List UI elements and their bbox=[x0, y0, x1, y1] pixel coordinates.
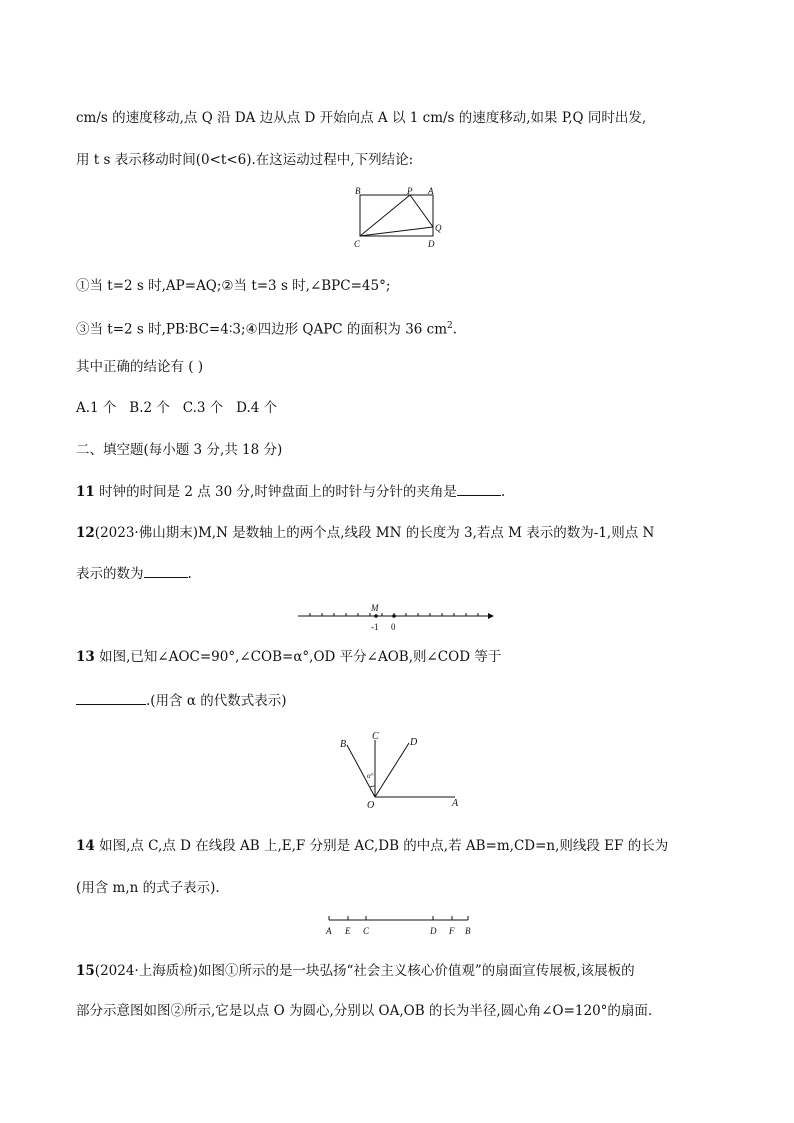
segment-figure bbox=[320, 912, 475, 938]
angle-figure bbox=[330, 725, 465, 815]
label-b: B bbox=[355, 186, 361, 196]
label-a: A bbox=[452, 798, 459, 809]
label-c: C bbox=[354, 239, 361, 249]
q12-answer-blank[interactable] bbox=[144, 563, 188, 578]
tick-label-minus1: -1 bbox=[371, 622, 379, 632]
label-alpha: α° bbox=[367, 772, 374, 780]
segment-pq bbox=[410, 195, 433, 227]
q13-text: 13 如图,已知∠AOC=90°,∠COB=α°,OD 平分∠AOB,则∠COD 等于 bbox=[76, 649, 502, 665]
ray-ob bbox=[347, 745, 375, 797]
segment-cp bbox=[360, 195, 410, 236]
q14-text: 14 如图,点 C,点 D 在线段 AB 上,E,F 分别是 AC,DB 的中点,若 AB=m,CD=n,则线段 EF 的长为 bbox=[76, 838, 669, 854]
rectangle-abcd bbox=[360, 195, 433, 236]
q15-text-line2: 部分示意图如图②所示,它是以点 O 为圆心,分别以 OA,OB 的长为半径,圆心角∠O=120°的扇面. bbox=[76, 1003, 653, 1019]
tick-label-zero: 0 bbox=[391, 622, 396, 632]
q14-text-line2: (用含 m,n 的式子表示). bbox=[76, 880, 220, 896]
label-a: A bbox=[428, 186, 434, 196]
q11-answer-blank[interactable] bbox=[457, 481, 501, 496]
point-origin bbox=[392, 614, 396, 618]
q13-text-line2: .(用含 α 的代数式表示) bbox=[76, 690, 287, 711]
segment-label-e: E bbox=[345, 926, 351, 936]
label-c: C bbox=[372, 731, 379, 742]
section-heading: 二、填空题(每小题 3 分,共 18 分) bbox=[76, 442, 283, 458]
segment-cq bbox=[360, 227, 433, 236]
number-line bbox=[295, 598, 495, 633]
segment-label-a: A bbox=[326, 926, 332, 936]
segment-ticks bbox=[329, 916, 468, 920]
label-d: D bbox=[428, 239, 435, 249]
segment-label-d: D bbox=[430, 926, 437, 936]
rectangle-figure bbox=[345, 185, 455, 250]
label-m: M bbox=[371, 603, 379, 613]
q12-text-line2: 表示的数为 . bbox=[76, 563, 192, 584]
label-b: B bbox=[340, 739, 347, 750]
q10-options: A.1 个 B.2 个 C.3 个 D.4 个 bbox=[76, 400, 278, 416]
q11-text: 11 时钟的时间是 2 点 30 分,时钟盘面上的时针与分针的夹角是 . bbox=[76, 481, 505, 502]
label-d: D bbox=[410, 737, 418, 748]
segment-label-b: B bbox=[465, 926, 471, 936]
q10-text-line1: cm/s 的速度移动,点 Q 沿 DA 边从点 D 开始向点 A 以 1 cm/s 的速度移动,如果 P,Q 同时出发, bbox=[76, 110, 647, 126]
label-q: Q bbox=[435, 223, 442, 233]
point-m bbox=[374, 614, 378, 618]
segment-label-f: F bbox=[449, 926, 455, 936]
label-o: O bbox=[367, 800, 375, 811]
q15-text: 15(2024·上海质检)如图①所示的是一块弘扬“社会主义核心价值观”的扇面宣传展板,该展板的 bbox=[76, 963, 635, 979]
q12-text: 12(2023·佛山期末)M,N 是数轴上的两个点,线段 MN 的长度为 3,若点 M 表示的数为-1,则点 N bbox=[76, 525, 655, 541]
q10-text-line2: 用 t s 表示移动时间(0<t<6).在这运动过程中,下列结论: bbox=[76, 152, 414, 168]
label-p: P bbox=[407, 186, 413, 196]
segment-label-c: C bbox=[363, 926, 370, 936]
q10-statement-2: ③当 t=2 s 时,PB∶BC=4∶3;④四边形 QAPC 的面积为 36 $cm^2$. bbox=[76, 321, 458, 338]
number-line-arrow bbox=[488, 613, 494, 619]
angle-arc-alpha bbox=[370, 786, 375, 787]
ray-od bbox=[375, 743, 409, 797]
q10-question: 其中正确的结论有 ( ) bbox=[76, 359, 204, 375]
q10-statement-1: ①当 t=2 s 时,AP=AQ;②当 t=3 s 时,∠BPC=45°; bbox=[76, 278, 391, 294]
q13-answer-blank[interactable] bbox=[76, 690, 146, 705]
